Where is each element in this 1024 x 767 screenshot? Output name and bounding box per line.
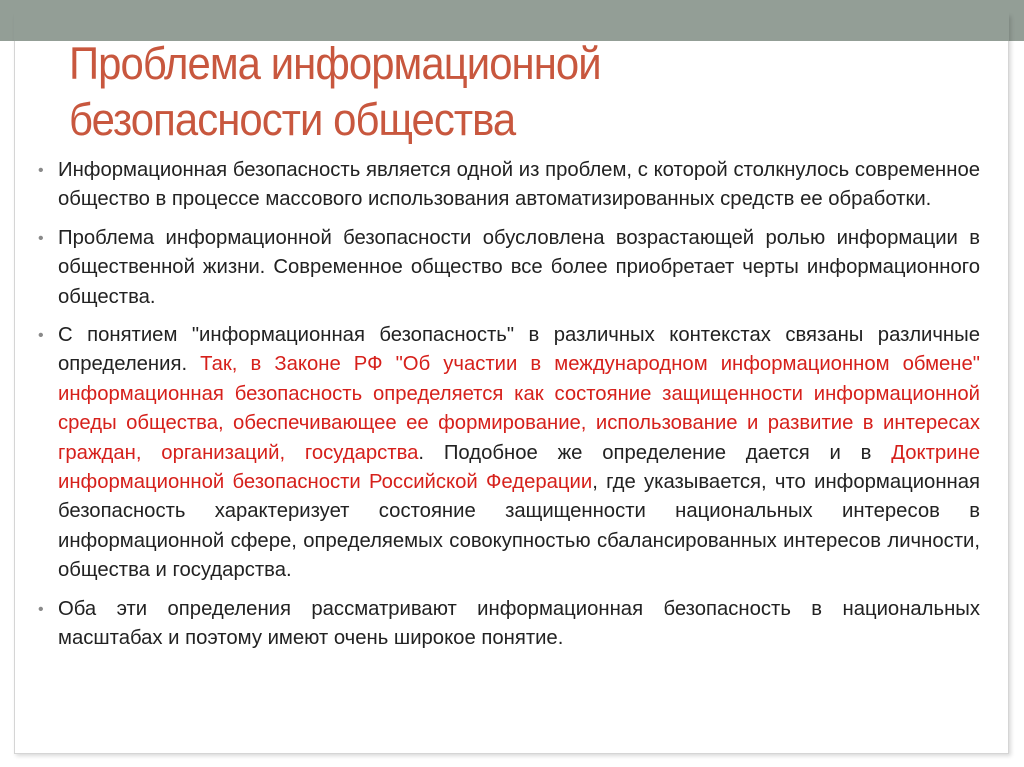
- slide-top-strip: [14, 0, 1009, 41]
- title-line-2: безопасности общества: [69, 94, 516, 145]
- bullet-text: Оба эти определения рассматривают информационная безопасность в национальных масштабах и поэтому имеют очень широкое понятие.: [58, 597, 980, 650]
- bullet-item: [38, 321, 980, 586]
- bullet-icon: •: [38, 327, 44, 345]
- title-line-1: Проблема информационной: [69, 38, 601, 89]
- bullet-item: [38, 224, 980, 312]
- bullet-item: [38, 595, 980, 654]
- bullet-text-segment: С понятием "информационная безопасность" в различных контекстах связаны различные определения.: [58, 324, 980, 376]
- bullet-text: Информационная безопасность является одной из проблем, с которой столкнулось современное общество в процессе массового использования автоматизированных средств ее обработки.: [58, 159, 980, 211]
- bullet-icon: •: [38, 229, 44, 247]
- bullet-icon: •: [38, 600, 44, 618]
- bullet-list: [38, 156, 980, 663]
- bullet-text: Проблема информационной безопасности обусловлена возрастающей ролью информации в общественной жизни. Современное общество все более приобретает черты информационного общества.: [58, 226, 980, 308]
- slide-title: [69, 36, 906, 148]
- highlighted-law-definition: Так, в Законе РФ "Об участии в международном информационном обмене" информационная безопасность определяется как состояние защищенности информационной среды общества, обеспечивающее ее формирование, использование и развитие в интересах граждан, организаций, государства: [58, 353, 980, 464]
- bullet-text-segment: , где указывается, что информационная безопасность характеризует состояние защищенности национальных интересов в информационной сфере, определяемых совокупностью сбалансированных интересов личности, общества и государства.: [58, 471, 980, 582]
- highlighted-doctrine-name: Доктрине информационной безопасности Российской Федерации: [58, 441, 980, 494]
- bullet-item: [38, 156, 980, 215]
- bullet-text-segment: . Подобное же определение дается и в: [418, 441, 892, 464]
- bullet-icon: •: [38, 162, 44, 179]
